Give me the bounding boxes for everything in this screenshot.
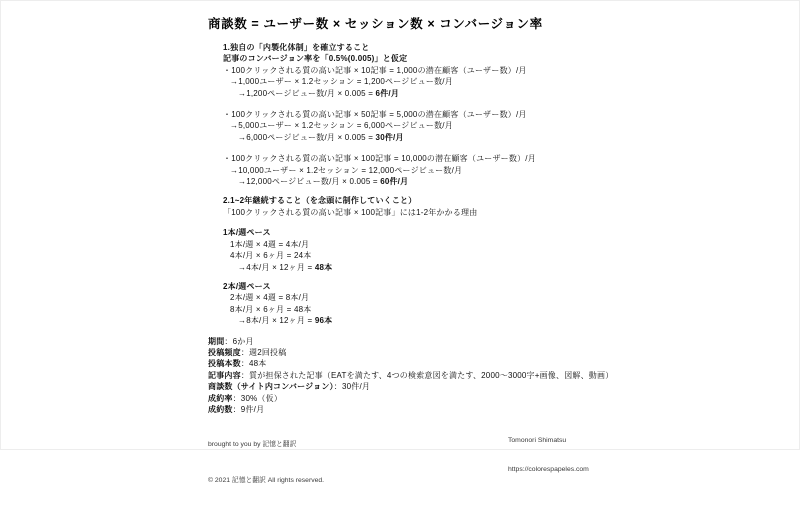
text-line (208, 120, 613, 131)
text-line (208, 404, 613, 415)
text-segment: →4本/月 × 12ヶ月 = (238, 262, 315, 272)
text-line (208, 132, 613, 143)
footer-brought-by: brought to you by 記憶と翻訳 (208, 441, 297, 448)
text-line (208, 262, 613, 273)
text-segment-bold: 投稿本数 (208, 359, 241, 369)
page-title: 商談数 = ユーザー数 × セッション数 × コンバージョン率 (208, 17, 543, 31)
text-segment-bold: 48本 (314, 262, 333, 272)
text-segment-bold: 成約率 (208, 393, 233, 403)
footer-credit (208, 415, 324, 511)
footer-author-name: Tomonori Shimatsu (508, 437, 567, 444)
text-line (208, 88, 613, 99)
line-gap (208, 187, 209, 195)
footer-copyright: © 2021 記憶と翻訳 All rights reserved. (208, 477, 325, 484)
text-line (208, 195, 613, 206)
text-segment: 1本/週 × 4週 = 4本/月 (230, 239, 310, 249)
text-segment-bold: 2.1~2年継続すること（を念頭に制作していくこと） (223, 196, 417, 206)
text-line (208, 176, 613, 187)
text-segment: ：週2回投稿 (240, 347, 287, 357)
text-segment: ・100クリックされる質の高い記事 × 50記事 = 5,000の潜在顧客（ユーザー数）/月 (223, 110, 527, 120)
text-segment-bold: 成約数 (208, 404, 233, 414)
line-gap (208, 273, 209, 281)
text-segment-bold: 6件/月 (375, 88, 400, 98)
text-line (208, 165, 613, 176)
text-line (208, 53, 613, 64)
text-segment: ：48本 (240, 359, 267, 369)
text-segment: →1,200ページビュー数/月 × 0.005 = (238, 88, 376, 98)
text-segment-bold: 30件/月 (375, 132, 404, 142)
line-gap (208, 218, 209, 227)
text-line (208, 393, 613, 404)
text-line (208, 153, 613, 164)
text-line (208, 76, 613, 87)
text-line (208, 381, 613, 392)
text-segment: 2本/週 × 4週 = 8本/月 (230, 293, 310, 303)
text-segment: ・100クリックされる質の高い記事 × 100記事 = 10,000の潜在顧客（ユーザー数）/月 (223, 154, 536, 164)
text-segment: ・100クリックされる質の高い記事 × 10記事 = 1,000の潜在顧客（ユーザー数）/月 (223, 65, 527, 75)
footer-author-url: https://colorespapeles.com (508, 465, 589, 473)
text-line (208, 315, 613, 326)
text-line (208, 370, 613, 381)
line-gap (208, 327, 209, 336)
text-line (208, 109, 613, 120)
text-segment-bold: 2本/週ペース (223, 281, 271, 291)
text-line (208, 207, 613, 218)
text-segment: →12,000ページビュー数/月 × 0.005 = (238, 177, 381, 187)
text-line (208, 239, 613, 250)
text-line (208, 227, 613, 238)
text-segment-bold: 記事内容 (208, 370, 241, 380)
text-segment-bold: 1本/週ペース (223, 228, 271, 238)
text-line (208, 42, 613, 53)
text-line (208, 65, 613, 76)
line-gap (208, 143, 209, 153)
text-segment-bold: 投稿頻度 (208, 347, 241, 357)
text-segment: ：30件/月 (333, 382, 371, 392)
text-line (208, 304, 613, 315)
text-segment: ：6か月 (224, 336, 254, 346)
text-line (208, 250, 613, 261)
text-segment-bold: 96本 (314, 316, 333, 326)
text-segment: 8本/月 × 6ヶ月 = 48本 (230, 304, 312, 314)
text-line (208, 358, 613, 369)
text-segment-bold: 1.独自の「内製化体制」を確立すること (223, 43, 370, 52)
text-segment: →1,000ユーザー × 1.2セッション = 1,200ページビュー数/月 (230, 77, 453, 87)
text-segment-bold: 記事のコンバージョン率を「0.5%(0.005)」と仮定 (223, 54, 408, 64)
text-segment-bold: 60件/月 (380, 177, 409, 187)
text-segment: →8本/月 × 12ヶ月 = (238, 316, 315, 326)
text-segment: ：質が担保された記事（EATを満たす、4つの検索意図を満たす、2000～3000字+画像、図解、動画） (240, 370, 614, 380)
text-line (208, 292, 613, 303)
text-segment-bold: 期間 (208, 336, 225, 346)
text-segment: 4本/月 × 6ヶ月 = 24本 (230, 251, 312, 261)
footer-author (508, 417, 589, 493)
text-segment: →10,000ユーザー × 1.2セッション = 12,000ページビュー数/月 (230, 165, 463, 175)
text-segment-bold: 商談数（サイト内コンバージョン） (208, 382, 334, 392)
text-segment: →5,000ユーザー × 1.2セッション = 6,000ページビュー数/月 (230, 121, 453, 131)
text-segment: →6,000ページビュー数/月 × 0.005 = (238, 132, 376, 142)
text-line (208, 336, 613, 347)
text-segment: ：30%（仮） (232, 393, 283, 403)
document-body (208, 42, 613, 415)
text-segment: 「100クリックされる質の高い記事 × 100記事」には1-2年かかる理由 (223, 207, 478, 217)
line-gap (208, 99, 209, 109)
text-line (208, 347, 613, 358)
text-line (208, 281, 613, 292)
text-segment: ：9件/月 (232, 404, 265, 414)
